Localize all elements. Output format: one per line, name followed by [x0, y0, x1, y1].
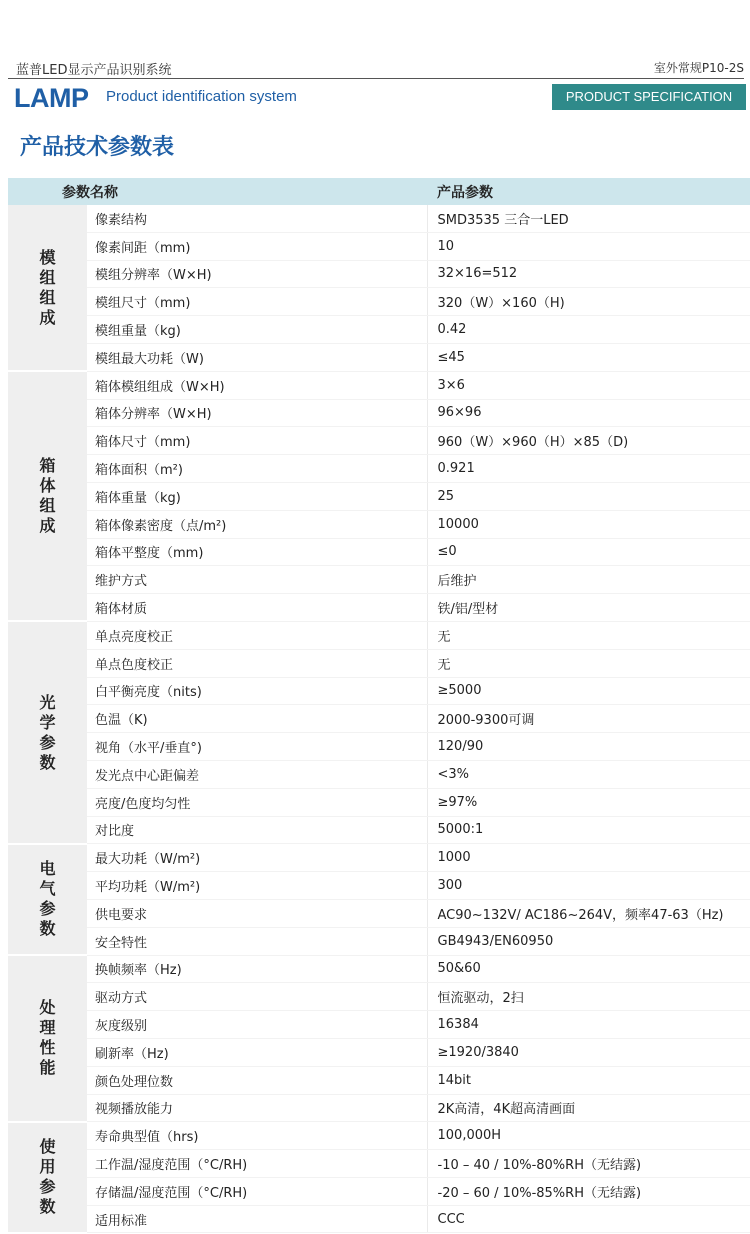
table-row	[8, 788, 750, 816]
group-label-cell	[8, 844, 87, 955]
page-title: 产品技术参数表	[20, 135, 175, 160]
brand-logo: LAMP	[14, 83, 89, 113]
param-name-cell: 箱体分辨率（W×H)	[87, 399, 427, 427]
table-row	[8, 1205, 750, 1233]
table-row	[8, 1150, 750, 1178]
table-row	[8, 455, 750, 483]
param-value-cell: 25	[427, 482, 750, 510]
param-name-cell: 像素结构	[87, 205, 427, 232]
table-row	[8, 816, 750, 844]
param-value-cell: 32×16=512	[427, 260, 750, 288]
param-value-cell: AC90~132V/ AC186~264V，频率47-63（Hz)	[427, 899, 750, 927]
param-value-cell: ≤0	[427, 538, 750, 566]
group-label-cell	[8, 955, 87, 1122]
table-row	[8, 427, 750, 455]
param-value-cell: ≥1920/3840	[427, 1038, 750, 1066]
param-value-cell: 1000	[427, 844, 750, 872]
param-value-cell: 3×6	[427, 371, 750, 399]
param-name-cell: 箱体像素密度（点/m²)	[87, 510, 427, 538]
table-body	[8, 205, 750, 1233]
param-value-cell: 100,000H	[427, 1122, 750, 1150]
table-row	[8, 677, 750, 705]
table-row	[8, 760, 750, 788]
param-value-cell: 后维护	[427, 566, 750, 594]
param-name-cell: 箱体重量（kg)	[87, 482, 427, 510]
table-row	[8, 232, 750, 260]
param-name-cell: 维护方式	[87, 566, 427, 594]
param-value-cell: 10	[427, 232, 750, 260]
group-label: 使用参数	[39, 1137, 56, 1217]
param-value-cell: <3%	[427, 760, 750, 788]
param-name-cell: 模组尺寸（mm)	[87, 288, 427, 316]
param-name-cell: 单点亮度校正	[87, 621, 427, 649]
param-value-cell: ≤45	[427, 343, 750, 371]
table-row	[8, 482, 750, 510]
table-row	[8, 316, 750, 344]
param-value-cell: 320（W）×160（H)	[427, 288, 750, 316]
table-row	[8, 1094, 750, 1122]
param-value-cell: 120/90	[427, 733, 750, 761]
param-value-cell: 无	[427, 649, 750, 677]
group-label: 电气参数	[39, 859, 56, 939]
table-row	[8, 205, 750, 232]
param-value-cell: 0.42	[427, 316, 750, 344]
group-label: 模组组成	[39, 247, 56, 327]
param-name-cell: 箱体模组组成（W×H)	[87, 371, 427, 399]
table-row	[8, 899, 750, 927]
table-row	[8, 872, 750, 900]
param-name-cell: 像素间距（mm)	[87, 232, 427, 260]
table-row	[8, 371, 750, 399]
param-name-cell: 平均功耗（W/m²)	[87, 872, 427, 900]
param-value-cell: -10 – 40 / 10%-80%RH（无结露)	[427, 1150, 750, 1178]
table-row	[8, 1011, 750, 1039]
header-divider	[8, 78, 744, 79]
table-row	[8, 538, 750, 566]
table-row	[8, 288, 750, 316]
param-value-cell: ≥5000	[427, 677, 750, 705]
table-row	[8, 1177, 750, 1205]
param-name-cell: 寿命典型值（hrs)	[87, 1122, 427, 1150]
table-row	[8, 510, 750, 538]
param-value-cell: 960（W）×960（H）×85（D)	[427, 427, 750, 455]
param-value-cell: 50&60	[427, 955, 750, 983]
param-name-cell: 模组最大功耗（W)	[87, 343, 427, 371]
param-name-cell: 色温（K)	[87, 705, 427, 733]
param-value-cell: 10000	[427, 510, 750, 538]
group-label-cell	[8, 371, 87, 621]
param-value-cell: SMD3535 三合一LED	[427, 205, 750, 232]
table-row	[8, 1038, 750, 1066]
table-row	[8, 844, 750, 872]
param-name-cell: 箱体平整度（mm)	[87, 538, 427, 566]
table-row	[8, 927, 750, 955]
param-name-cell: 模组重量（kg)	[87, 316, 427, 344]
param-name-cell: 安全特性	[87, 927, 427, 955]
spec-badge: PRODUCT SPECIFICATION	[552, 84, 746, 110]
group-label: 箱体组成	[39, 456, 56, 536]
group-label-cell	[8, 205, 87, 371]
param-name-cell: 白平衡亮度（nits)	[87, 677, 427, 705]
param-name-cell: 供电要求	[87, 899, 427, 927]
param-name-cell: 灰度级别	[87, 1011, 427, 1039]
table-row	[8, 621, 750, 649]
table-row	[8, 983, 750, 1011]
column-header-param: 参数名称	[8, 178, 427, 205]
group-label: 光学参数	[39, 692, 56, 772]
param-name-cell: 工作温/湿度范围（°C/RH)	[87, 1150, 427, 1178]
param-name-cell: 最大功耗（W/m²)	[87, 844, 427, 872]
system-name: 蓝普LED显示产品识别系统	[16, 63, 172, 78]
group-label-cell	[8, 621, 87, 843]
table-row	[8, 399, 750, 427]
table-row	[8, 1066, 750, 1094]
param-value-cell: 5000:1	[427, 816, 750, 844]
param-value-cell: 0.921	[427, 455, 750, 483]
param-value-cell: 铁/铝/型材	[427, 594, 750, 622]
table-row	[8, 594, 750, 622]
param-name-cell: 箱体材质	[87, 594, 427, 622]
param-value-cell: CCC	[427, 1205, 750, 1233]
param-value-cell: 96×96	[427, 399, 750, 427]
param-name-cell: 发光点中心距偏差	[87, 760, 427, 788]
param-value-cell: ≥97%	[427, 788, 750, 816]
param-name-cell: 亮度/色度均匀性	[87, 788, 427, 816]
param-name-cell: 单点色度校正	[87, 649, 427, 677]
column-header-value: 产品参数	[427, 178, 750, 205]
param-name-cell: 刷新率（Hz)	[87, 1038, 427, 1066]
param-value-cell: 2000-9300可调	[427, 705, 750, 733]
param-name-cell: 换帧频率（Hz)	[87, 955, 427, 983]
param-value-cell: 16384	[427, 1011, 750, 1039]
param-value-cell: -20 – 60 / 10%-85%RH（无结露)	[427, 1177, 750, 1205]
param-name-cell: 驱动方式	[87, 983, 427, 1011]
table-row	[8, 955, 750, 983]
param-name-cell: 模组分辨率（W×H)	[87, 260, 427, 288]
param-value-cell: 无	[427, 621, 750, 649]
param-name-cell: 存储温/湿度范围（°C/RH)	[87, 1177, 427, 1205]
param-name-cell: 视频播放能力	[87, 1094, 427, 1122]
param-value-cell: 恒流驱动，2扫	[427, 983, 750, 1011]
table-row	[8, 1122, 750, 1150]
group-label: 处理性能	[39, 998, 56, 1078]
spec-table	[8, 178, 750, 1234]
param-value-cell: 14bit	[427, 1066, 750, 1094]
param-name-cell: 箱体尺寸（mm)	[87, 427, 427, 455]
brand-tagline: Product identification system	[106, 88, 297, 105]
param-name-cell: 视角（水平/垂直°)	[87, 733, 427, 761]
table-row	[8, 733, 750, 761]
param-value-cell: 300	[427, 872, 750, 900]
table-row	[8, 260, 750, 288]
group-label-cell	[8, 1122, 87, 1233]
table-row	[8, 705, 750, 733]
param-value-cell: GB4943/EN60950	[427, 927, 750, 955]
table-header-row	[8, 178, 750, 205]
param-name-cell: 适用标准	[87, 1205, 427, 1233]
param-value-cell: 2K高清，4K超高清画面	[427, 1094, 750, 1122]
table-row	[8, 343, 750, 371]
product-model: 室外常规P10-2S	[653, 61, 744, 75]
param-name-cell: 箱体面积（m²)	[87, 455, 427, 483]
table-row	[8, 649, 750, 677]
param-name-cell: 对比度	[87, 816, 427, 844]
param-name-cell: 颜色处理位数	[87, 1066, 427, 1094]
table-row	[8, 566, 750, 594]
